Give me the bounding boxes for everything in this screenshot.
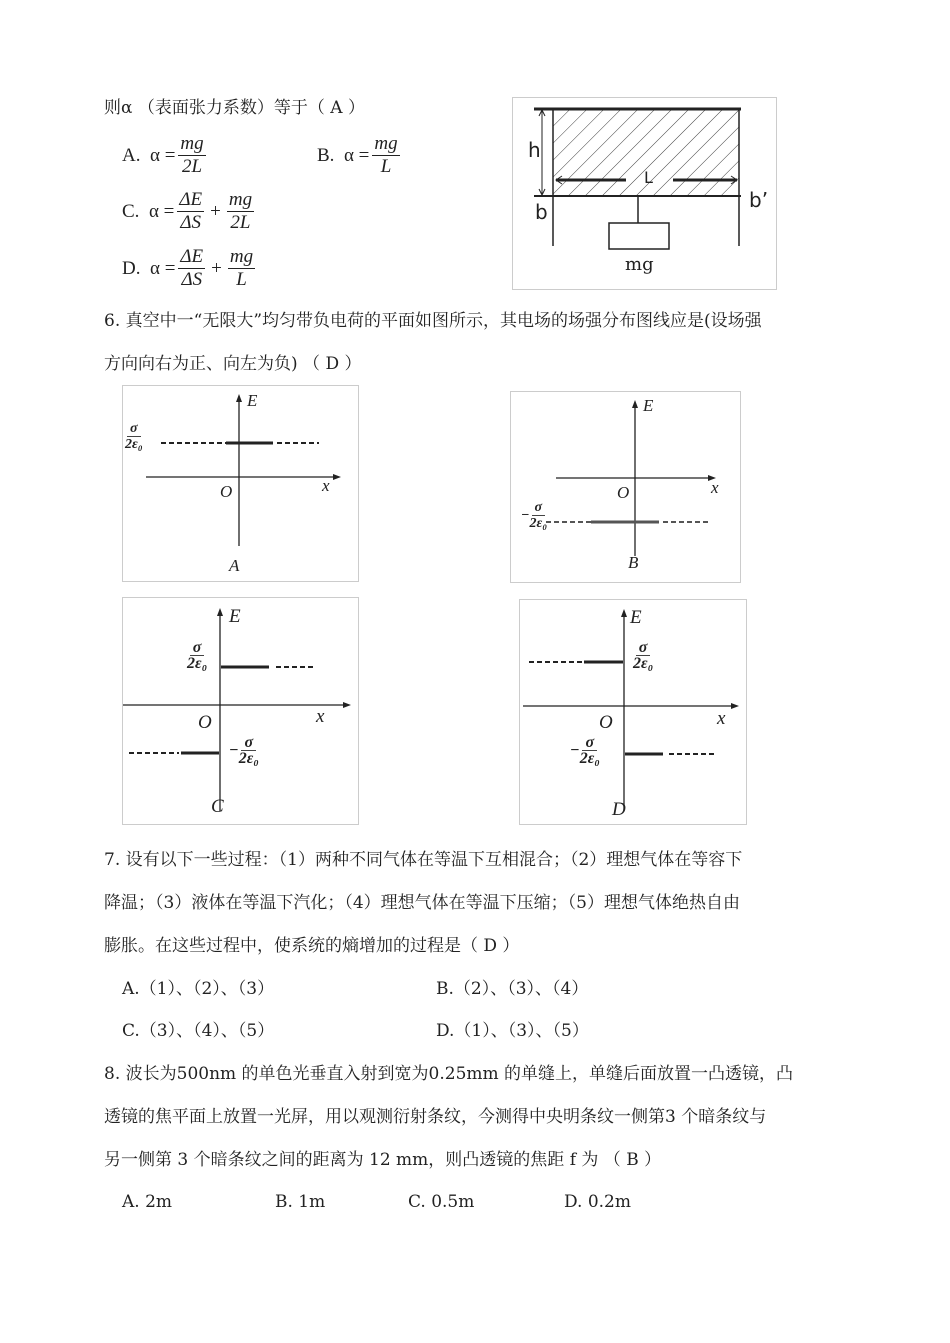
q8-option-a: A. 2m	[122, 1192, 173, 1212]
q8-line1: 8. 波长为500nm 的单色光垂直入射到宽为0.25mm 的单缝上，单缝后面放置一凸透镜，凸	[104, 1064, 794, 1084]
caption: D	[612, 799, 626, 820]
e-label: E	[643, 396, 654, 415]
denominator: ΔS	[180, 212, 202, 233]
b-label: b	[535, 200, 548, 224]
value-label	[521, 500, 547, 531]
q5-option-b	[317, 133, 403, 178]
plus-sign: +	[211, 257, 222, 279]
fraction	[178, 133, 205, 178]
weight-block	[609, 223, 669, 249]
two-epsilon: 2ε₀	[238, 750, 259, 767]
numerator: ΔE	[179, 189, 203, 210]
q8-option-c: C. 0.5m	[408, 1192, 475, 1212]
numerator: mg	[374, 133, 398, 154]
two-epsilon: 2ε₀	[187, 655, 208, 672]
denominator: 2L	[230, 212, 251, 233]
numerator: mg	[180, 133, 204, 154]
denominator: ΔS	[181, 269, 203, 290]
two-epsilon: 2ε₀	[633, 655, 654, 672]
q7-option-b: B.（2）、（3）、（4）	[436, 979, 589, 999]
b-prime-label: b’	[749, 188, 769, 212]
numerator: mg	[229, 246, 254, 267]
q8-option-d: D. 0.2m	[564, 1192, 631, 1212]
q7-option-c: C.（3）、（4）、（5）	[122, 1021, 275, 1041]
two-epsilon: 2ε₀	[529, 516, 548, 531]
x-label: x	[322, 476, 330, 495]
q7-line1: 7. 设有以下一些过程：（1）两种不同气体在等温下互相混合；（2）理想气体在等容下	[104, 850, 743, 870]
origin-label: O	[617, 483, 630, 502]
two-epsilon: 2ε₀	[125, 437, 143, 452]
mg-label: mg	[625, 254, 654, 275]
x-axis-arrow	[333, 474, 341, 480]
q8-line3: 另一侧第 3 个暗条纹之间的距离为 12 mm，则凸透镜的焦距 f 为 （ B ）	[104, 1150, 662, 1170]
e-label: E	[229, 606, 241, 627]
q7-line3: 膨胀。在这些过程中，使系统的熵增加的过程是（ D ）	[104, 936, 520, 956]
sigma: σ	[241, 735, 256, 751]
surface-tension-figure	[512, 97, 777, 290]
option-label: B.	[317, 144, 335, 166]
q5-option-d	[122, 246, 258, 291]
e-axis-arrow	[632, 400, 638, 408]
x-axis-arrow	[731, 703, 739, 709]
x-label: x	[316, 706, 325, 727]
e-axis-arrow	[217, 608, 223, 616]
sigma: σ	[636, 640, 651, 656]
q7-option-d: D.（1）、（3）、（5）	[436, 1021, 589, 1041]
sigma: σ	[532, 500, 546, 516]
origin-label: O	[220, 482, 233, 501]
sigma: σ	[190, 640, 205, 656]
caption: C	[211, 796, 224, 817]
option-label: A.	[122, 144, 141, 166]
caption: A	[229, 556, 240, 575]
two-epsilon: 2ε₀	[579, 750, 600, 767]
q8-option-b: B. 1m	[275, 1192, 326, 1212]
fraction	[372, 133, 399, 178]
positive-value-label	[187, 640, 207, 671]
origin-label: O	[198, 712, 212, 733]
q6-line1: 6. 真空中一“无限大”均匀带负电荷的平面如图所示，其电场的场强分布图线应是(设场强	[104, 311, 762, 331]
graph-d-svg	[520, 600, 746, 824]
minus-sign: −	[229, 741, 239, 759]
fraction	[178, 246, 205, 291]
fraction	[227, 189, 254, 234]
x-axis-arrow	[343, 702, 351, 708]
q7-option-a: A.（1）、（2）、（3）	[122, 979, 275, 999]
lhs: α =	[149, 257, 176, 279]
fraction	[177, 189, 204, 234]
x-label: x	[717, 708, 726, 729]
caption: B	[628, 553, 639, 572]
option-label: D.	[122, 257, 141, 279]
denominator: L	[236, 269, 247, 290]
minus-sign: −	[521, 507, 530, 523]
negative-value-label	[229, 735, 259, 766]
graph-a	[122, 385, 359, 582]
denominator: 2L	[181, 156, 203, 177]
numerator: ΔE	[180, 246, 204, 267]
e-axis-arrow	[236, 394, 242, 402]
q8-line2: 透镜的焦平面上放置一光屏，用以观测衍射条纹，今测得中央明条纹一侧第3 个暗条纹与	[104, 1107, 767, 1127]
numerator: mg	[228, 189, 253, 210]
e-label: E	[630, 607, 642, 628]
q7-line2: 降温；（3）液体在等温下汽化；（4）理想气体在等温下压缩；（5）理想气体绝热自由	[104, 893, 740, 913]
negative-value-label	[570, 735, 600, 766]
sigma: σ	[127, 421, 141, 437]
origin-label: O	[599, 712, 613, 733]
graph-d	[519, 599, 747, 825]
graph-b	[510, 391, 741, 583]
lhs: α =	[148, 200, 175, 222]
graph-c	[122, 597, 359, 825]
q5-option-c	[122, 189, 257, 234]
x-label: x	[711, 478, 719, 497]
lhs: α =	[343, 144, 370, 166]
q6-line2: 方向向右为正、向左为负) （ D ）	[104, 354, 362, 374]
value-label	[125, 421, 143, 452]
minus-sign: −	[570, 741, 580, 759]
l-label: L	[644, 168, 653, 187]
fraction	[228, 246, 255, 291]
q5-stem: 则α （表面张力系数）等于（ A ）	[104, 98, 365, 118]
plus-sign: +	[210, 200, 221, 222]
h-label: h	[528, 138, 541, 162]
e-label: E	[247, 391, 258, 410]
positive-value-label	[633, 640, 653, 671]
lhs: α =	[149, 144, 176, 166]
option-label: C.	[122, 200, 140, 222]
e-axis-arrow	[621, 609, 627, 617]
q5-option-a	[122, 133, 209, 178]
sigma: σ	[582, 735, 597, 751]
denominator: L	[380, 156, 392, 177]
